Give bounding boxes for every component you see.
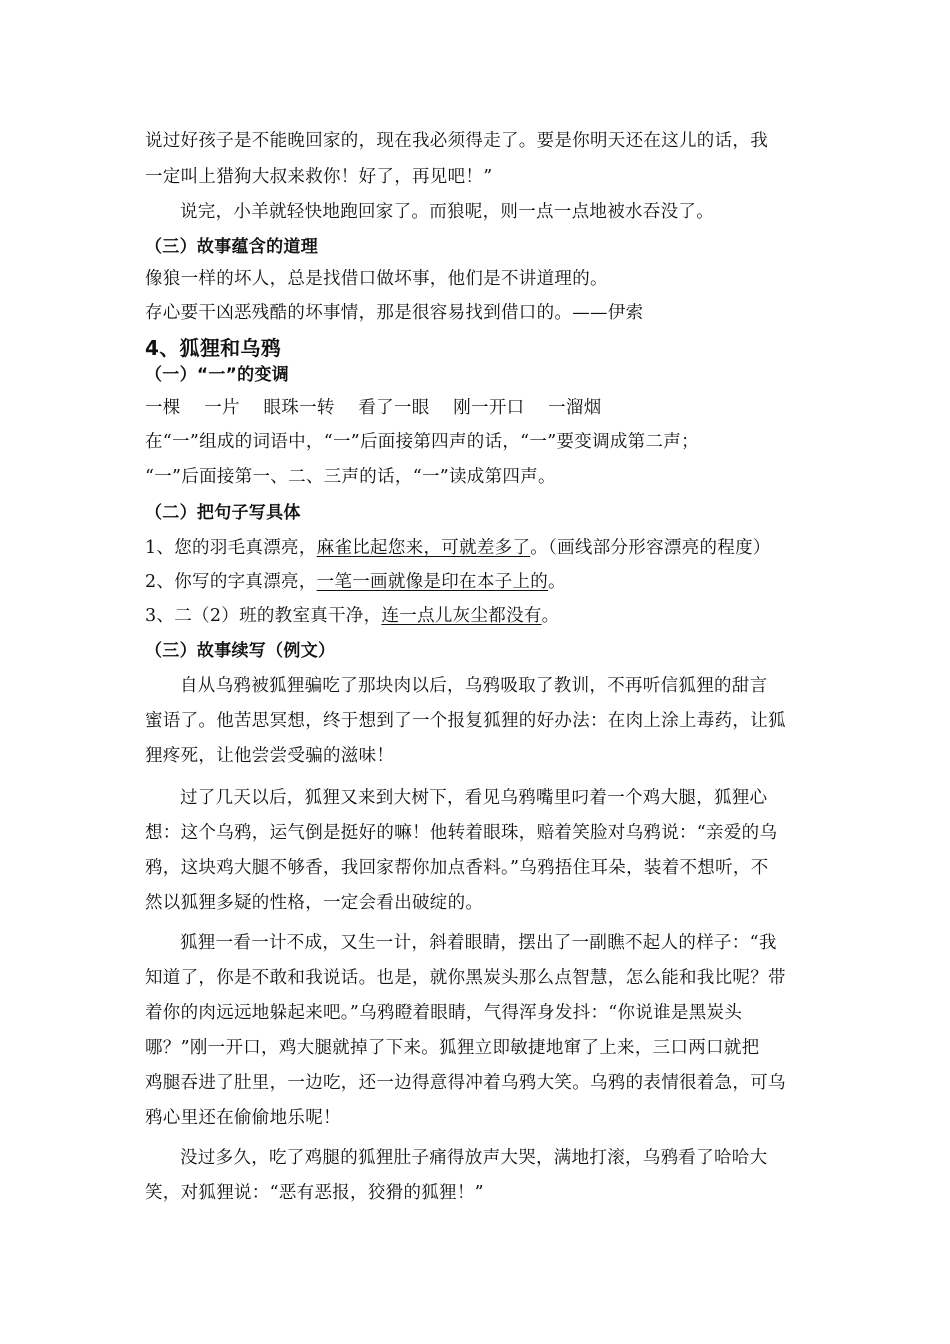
- paragraph-line: 知道了，你是不敢和我说话。也是，就你黑炭头那么点智慧，怎么能和我比呢？带: [145, 968, 786, 988]
- paragraph-line: 一定叫上猎狗大叔来救你！好了，再见吧！”: [145, 167, 493, 187]
- example-prefix: 3、二（2）班的教室真干净，: [145, 606, 382, 626]
- paragraph-line: 想：这个乌鸦，运气倒是挺好的嘛！他转着眼珠，赔着笑脸对乌鸦说：“亲爱的乌: [145, 823, 778, 843]
- paragraph-line: 自从乌鸦被狐狸骗吃了那块肉以后，乌鸦吸取了教训，不再听信狐狸的甜言: [180, 676, 768, 696]
- word-list: 一棵 一片 眼珠一转 看了一眼 刚一开口 一溜烟: [145, 398, 602, 418]
- example-suffix: 。: [548, 572, 566, 592]
- paragraph-line: 蜜语了。他苦思冥想，终于想到了一个报复狐狸的好办法：在肉上涂上毒药，让狐: [145, 711, 786, 731]
- example-prefix: 1、您的羽毛真漂亮，: [145, 538, 317, 558]
- paragraph-line: 鸦心里还在偷偷地乐呢！: [145, 1108, 341, 1128]
- paragraph-line: “一”后面接第一、二、三声的话，“一”读成第四声。: [145, 467, 556, 487]
- paragraph-line: 像狼一样的坏人，总是找借口做坏事，他们是不讲道理的。: [145, 269, 608, 289]
- paragraph-line: 鸡腿吞进了肚里，一边吃，还一边得意得冲着乌鸦大笑。乌鸦的表情很着急，可乌: [145, 1073, 786, 1093]
- section-heading: （三）故事蕴含的道理: [145, 237, 318, 257]
- paragraph-line: 说完，小羊就轻快地跑回家了。而狼呢，则一点一点地被水吞没了。: [180, 202, 714, 222]
- section-heading: （三）故事续写（例文）: [145, 641, 336, 661]
- paragraph-line: 着你的肉远远地躲起来吧。”乌鸦瞪着眼睛，气得浑身发抖：“你说谁是黑炭头: [145, 1003, 743, 1023]
- paragraph-line: 存心要干凶恶残酷的坏事情，那是很容易找到借口的。——伊索: [145, 303, 644, 323]
- paragraph-line: 狐狸一看一计不成，又生一计，斜着眼睛，摆出了一副瞧不起人的样子：“我: [180, 933, 777, 953]
- paragraph-line: 哪？”刚一开口，鸡大腿就掉了下来。狐狸立即敏捷地窜了上来，三口两口就把: [145, 1038, 760, 1058]
- paragraph-line: 狸疼死，让他尝尝受骗的滋味！: [145, 746, 395, 766]
- chapter-title: 4、狐狸和乌鸦: [145, 336, 282, 360]
- example-sentence: [145, 536, 771, 560]
- paragraph-line: 然以狐狸多疑的性格，一定会看出破绽的。: [145, 893, 484, 913]
- section-heading: （二）把句子写具体: [145, 503, 301, 523]
- paragraph-line: 没过多久，吃了鸡腿的狐狸肚子痛得放声大哭，满地打滚，乌鸦看了哈哈大: [180, 1148, 768, 1168]
- paragraph-line: 过了几天以后，狐狸又来到大树下，看见乌鸦嘴里叼着一个鸡大腿，狐狸心: [180, 788, 768, 808]
- paragraph-line: 在“一”组成的词语中，“一”后面接第四声的话，“一”要变调成第二声；: [145, 432, 699, 452]
- example-sentence: [145, 604, 559, 628]
- underlined-phrase: 麻雀比起您来，可就差多了: [316, 538, 531, 558]
- section-heading: （一）“一”的变调: [145, 365, 290, 385]
- paragraph-line: 鸦，这块鸡大腿不够香，我回家帮你加点香料。”乌鸦捂住耳朵，装着不想听，不: [145, 858, 769, 878]
- underlined-phrase: 一笔一画就像是印在本子上的: [316, 572, 549, 592]
- example-suffix: 。: [541, 606, 560, 626]
- paragraph-line: 笑，对狐狸说：“恶有恶报，狡猾的狐狸！”: [145, 1183, 484, 1203]
- paragraph-line: 说过好孩子是不能晚回家的，现在我必须得走了。要是你明天还在这儿的话，我: [145, 131, 768, 151]
- example-sentence: [145, 570, 566, 594]
- underlined-phrase: 连一点儿灰尘都没有: [381, 606, 542, 626]
- example-suffix: 。（画线部分形容漂亮的程度）: [530, 538, 771, 558]
- example-prefix: 2、你写的字真漂亮，: [145, 572, 317, 592]
